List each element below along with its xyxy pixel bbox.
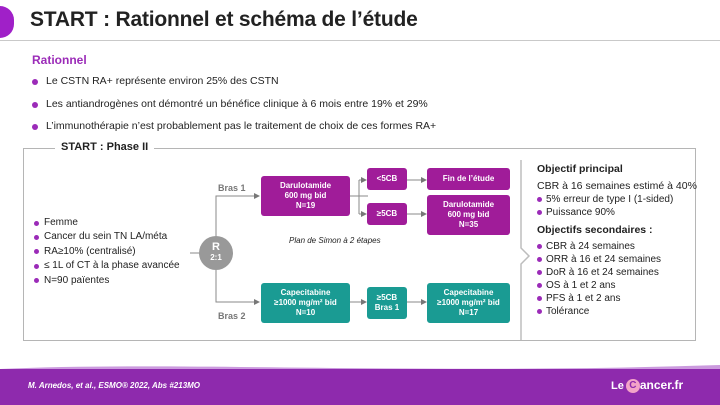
arm1-continue-name: Darulotamide bbox=[442, 200, 495, 209]
secondary-objective-item: CBR à 24 semaines bbox=[537, 240, 697, 253]
page-title: START : Rationnel et schéma de l’étude bbox=[30, 8, 418, 31]
arm2-continue-n: N=17 bbox=[458, 308, 479, 317]
arm1-continue-dose: 600 mg bid bbox=[447, 210, 490, 219]
criteria-item: N=90 païentes bbox=[34, 275, 180, 286]
arm1-continue-n: N=35 bbox=[458, 220, 479, 229]
secondary-objective-item: Tolérance bbox=[537, 305, 697, 318]
arm1-label: Bras 1 bbox=[218, 183, 246, 193]
arm2-drug-n: N=10 bbox=[295, 308, 316, 317]
rationale-bullet: L’immunothérapie n’est probablement pas le traitement de choix de ces formes RA+ bbox=[32, 120, 436, 132]
arm1-drug-box bbox=[261, 176, 350, 216]
arm2-continue-dose: ≥1000 mg/m² bid bbox=[437, 298, 500, 307]
chevron-separator-icon bbox=[520, 160, 532, 340]
arm2-continue-name: Capecitabine bbox=[443, 288, 494, 297]
rationale-heading: Rationnel bbox=[32, 53, 87, 67]
simon-design-note: Plan de Simon à 2 étapes bbox=[289, 236, 381, 245]
criteria-item: RA≥10% (centralisé) bbox=[34, 246, 180, 257]
logo-c-icon: C bbox=[626, 379, 640, 393]
secondary-objective-item: ORR à 16 et 24 semaines bbox=[537, 253, 697, 266]
logo-rest: ancer.fr bbox=[639, 378, 684, 392]
arm2-crossover-cb: ≥5CB bbox=[376, 293, 398, 302]
footer-citation: M. Arnedos, et al., ESMO® 2022, Abs #213MO bbox=[28, 381, 201, 390]
arm2-continue-box bbox=[427, 283, 510, 323]
objectives-panel bbox=[537, 163, 697, 318]
primary-objective-heading: Objectif principal bbox=[537, 163, 623, 175]
randomization-letter: R bbox=[212, 241, 220, 253]
criteria-item: ≤ 1L of CT à la phase avancée bbox=[34, 260, 180, 271]
arm1-drug-n: N=19 bbox=[295, 201, 316, 210]
secondary-objective-item: DoR à 16 et 24 semaines bbox=[537, 266, 697, 279]
logo-le: Le bbox=[611, 380, 624, 392]
arm1-drug-name: Darulotamide bbox=[279, 181, 332, 190]
arm2-drug-dose: ≥1000 mg/m² bid bbox=[274, 298, 337, 307]
arm1-drug-dose: 600 mg bid bbox=[284, 191, 327, 200]
secondary-objectives-list bbox=[537, 240, 697, 318]
arm2-drug-name: Capecitabine bbox=[280, 288, 331, 297]
rationale-bullet: Les antiandrogènes ont démontré un bénéfice clinique à 6 mois entre 19% et 29% bbox=[32, 98, 436, 110]
end-of-study-box: Fin de l’étude bbox=[427, 168, 510, 190]
rationale-bullet: Le CSTN RA+ représente environ 25% des CSTN bbox=[32, 75, 436, 87]
primary-objective-list bbox=[537, 193, 697, 219]
randomization-ratio: 2:1 bbox=[210, 253, 222, 262]
primary-objective-item: Puissance 90% bbox=[537, 206, 697, 219]
criteria-item: Cancer du sein TN LA/méta bbox=[34, 231, 180, 242]
arm2-label: Bras 2 bbox=[218, 311, 246, 321]
arm1-high-cb-box: ≥5CB bbox=[367, 203, 407, 225]
primary-objective-text: CBR à 16 semaines estimé à 40% bbox=[537, 180, 697, 192]
secondary-objective-item: OS à 1 et 2 ans bbox=[537, 279, 697, 292]
secondary-objective-item: PFS à 1 et 2 ans bbox=[537, 292, 697, 305]
arm2-crossover-arm: Bras 1 bbox=[374, 303, 400, 312]
phase-label: START : Phase II bbox=[55, 141, 154, 153]
brand-logo bbox=[611, 376, 683, 393]
arm2-drug-box bbox=[261, 283, 350, 323]
primary-objective-item: 5% erreur de type I (1-sided) bbox=[537, 193, 697, 206]
arm1-low-cb-box: <5CB bbox=[367, 168, 407, 190]
arm2-crossover-box bbox=[367, 287, 407, 319]
arm1-continue-box bbox=[427, 195, 510, 235]
secondary-objectives-heading: Objectifs secondaires : bbox=[537, 224, 653, 236]
randomization-circle bbox=[199, 236, 233, 270]
criteria-item: Femme bbox=[34, 217, 180, 228]
